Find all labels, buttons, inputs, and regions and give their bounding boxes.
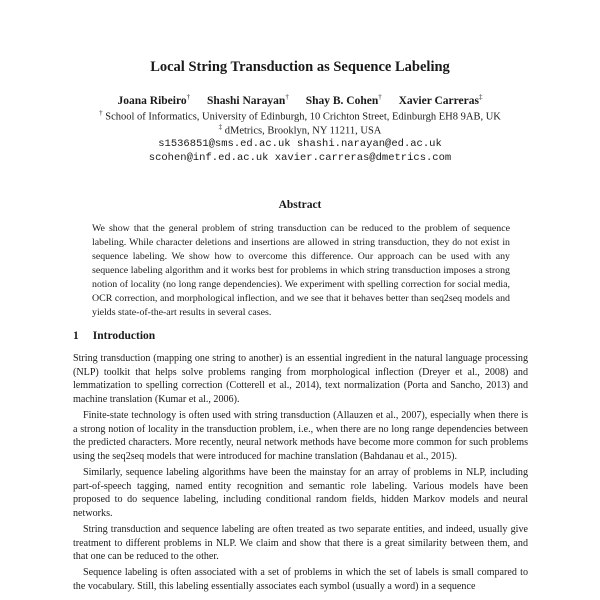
paragraph: Similarly, sequence labeling algorithms have been the mainstay for an array of problems in NLP, including part-of-speech tagging, named entity recognition and semantic role labeling. Various models have been proposed to do sequence labeling, including conditional random fields, hidden Markov models and neural networks. (73, 466, 528, 519)
section-title: Introduction (92, 330, 156, 342)
paragraph: Finite-state technology is often used with string transduction (Allauzen et al., 2007), especially when there is a strong notion of locality in the transduction problem, i.e., when there are no long range dependencies between the predicted characters. More recently, neural network methods have become more common for such problems using the seq2seq models that were introduced for machine translation (Bahdanau et al., 2015). (73, 409, 528, 462)
email-line: s1536851@sms.ed.ac.uk shashi.narayan@ed.ac.uk (158, 138, 442, 150)
affiliation: † School of Informatics, University of Edinburgh, 10 Crichton Street, Edinburgh EH8 9AB, UK (99, 109, 501, 123)
paper-title: Local String Transduction as Sequence Labeling (150, 59, 450, 75)
paragraph: String transduction (mapping one string to another) is an essential ingredient in the natural language processing (NLP) toolkit that helps solve problems ranging from morphological inflection (Dreyer et al., 2008) and lemmatization to spelling correction (Cotterell et al., 2014), text normalization (Porta and Sancho, 2013) and machine translation (Kumar et al., 2006). (73, 353, 528, 405)
section-heading (73, 330, 155, 342)
paragraph: Sequence labeling is often associated with a set of problems in which the set of labels is small compared to the vocabulary. Still, this labeling essentially associates each symbol (usually a word) in a sequence (73, 567, 528, 592)
affiliation: ‡ dMetrics, Brooklyn, NY 11211, USA (218, 123, 382, 137)
paragraph: String transduction and sequence labeling are often treated as two separate entities, and indeed, usually give treatment to different problems in NLP. We claim and show that there is a great similarity between them, and that one can be reduced to the other. (73, 523, 528, 563)
author: Shay B. Cohen† (305, 93, 382, 107)
author: Xavier Carreras‡ (398, 93, 483, 107)
email-line: scohen@inf.ed.ac.uk xavier.carreras@dmetrics.com (148, 152, 452, 164)
section-number: 1 (73, 330, 79, 342)
abstract-text: We show that the general problem of string transduction can be reduced to the problem of sequence labeling. While character deletions and insertions are allowed in string transduction, they do not exist in sequence labeling. We show how to overcome this difference. Our approach can be used with any sequence labeling algorithm and it works best for problems in which string transduction imposes a strong notion of locality (no long range dependencies). We experiment with spelling correction for social media, OCR correction, and morphological inflection, and we see that it behaves better than seq2seq models and yields state-of-the-art results in several cases. (92, 223, 510, 318)
author-list (0, 93, 600, 107)
section-body (73, 352, 528, 596)
author: Joana Ribeiro† (117, 93, 191, 107)
author: Shashi Narayan† (207, 93, 289, 107)
abstract-heading: Abstract (278, 199, 322, 211)
